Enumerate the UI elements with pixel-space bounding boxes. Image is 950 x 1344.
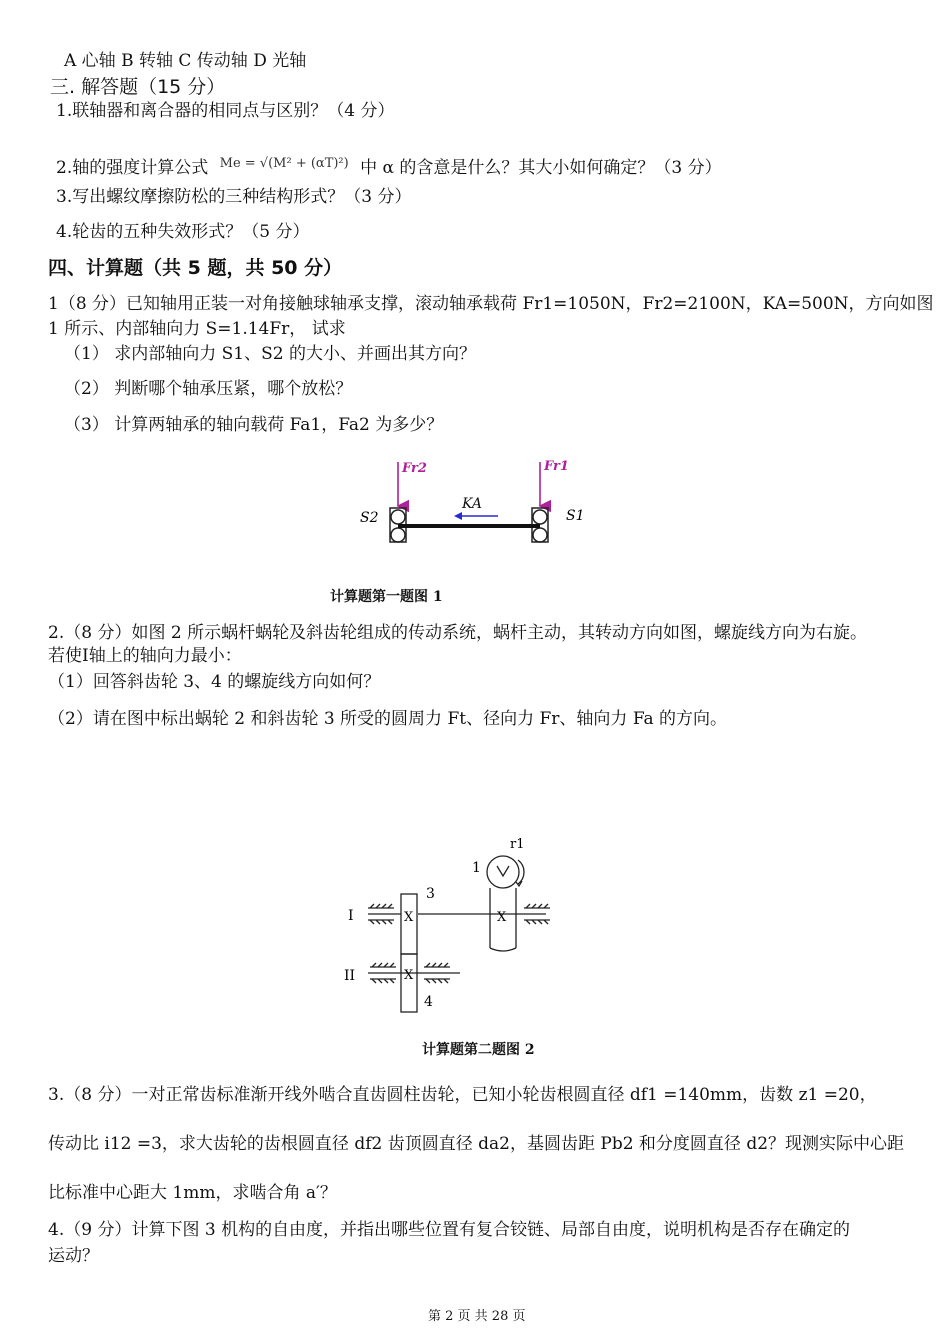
page-footer: 第 2 页 共 28 页 <box>428 1309 526 1324</box>
p1-subquestion-2: （2） 判断哪个轴承压紧，哪个放松？ <box>64 379 353 399</box>
p1-line-2: 1 所示、内部轴向力 S=1.14Fr， 试求 <box>48 319 346 339</box>
p2-line-2: 若使Ⅰ轴上的轴向力最小： <box>48 646 242 666</box>
gear4-x-mark: X <box>404 968 414 983</box>
p1-subquestion-3: （3） 计算两轴承的轴向载荷 Fa1，Fa2 为多少？ <box>64 415 444 435</box>
sec3-question-1: 1.联轴器和离合器的相同点与区别？（4 分） <box>56 101 395 121</box>
p1-line-1: 1（8 分）已知轴用正装一对角接触球轴承支撑，滚动轴承载荷 Fr1=1050N，Fr2=2100N，KA=500N，方向如图 <box>48 294 934 314</box>
gear3-x-mark: X <box>404 910 414 925</box>
p4-line-1: 4.（9 分）计算下图 3 机构的自由度，并指出哪些位置有复合铰链、局部自由度，说明机构是否存在确定的 <box>48 1220 851 1240</box>
p1-subquestion-1: （1） 求内部轴向力 S1、S2 的大小、并画出其方向？ <box>64 344 476 364</box>
p2-subquestion-2: （2）请在图中标出蜗轮 2 和斜齿轮 3 所受的圆周力 Ft、径向力 Fr、轴向力 Fa 的方向。 <box>48 709 728 729</box>
p4-line-2: 运动？ <box>48 1246 99 1266</box>
wormwheel-x-mark: X <box>497 910 507 925</box>
p3-line-3: 比标准中心距大 1mm，求啮合角 a′？ <box>48 1183 337 1203</box>
figure-1-caption: 计算题第一题图 1 <box>330 589 443 605</box>
fr2-label: Fr2 <box>402 461 427 476</box>
sec3-question-4: 4.轮齿的五种失效形式？（5 分） <box>56 222 310 242</box>
shaft-ii-label: II <box>344 968 356 984</box>
section-4-title: 四、计算题（共 5 题，共 50 分） <box>48 257 343 279</box>
figure-2-caption: 计算题第二题图 2 <box>422 1042 535 1058</box>
fr1-label: Fr1 <box>544 459 569 474</box>
s1-label: S1 <box>566 508 585 524</box>
q2-suffix: 中 α 的含意是什么？其大小如何确定？（3 分） <box>360 158 722 178</box>
worm-label-1: 1 <box>472 860 481 876</box>
s2-label: S2 <box>360 510 379 526</box>
ka-label: KA <box>462 496 483 512</box>
strength-formula: Me = √(M² + (αT)²) <box>219 156 349 171</box>
rotation-label-r1: r1 <box>510 837 525 852</box>
shaft-i-label: I <box>348 908 354 924</box>
sec3-question-2 <box>56 153 722 179</box>
sec3-question-3: 3.写出螺纹摩擦防松的三种结构形式？（3 分） <box>56 187 412 207</box>
p3-line-2: 传动比 i12 =3，求大齿轮的齿根圆直径 df2 齿顶圆直径 da2，基圆齿距 Pb2 和分度圆直径 d2？现测实际中心距 <box>48 1134 905 1154</box>
p3-line-1: 3.（8 分）一对正常齿标准渐开线外啮合直齿圆柱齿轮，已知小轮齿根圆直径 df1 =140mm，齿数 z1 =20， <box>48 1085 877 1105</box>
section-3-title: 三. 解答题（15 分） <box>50 76 226 98</box>
bearing-figure-1 <box>350 450 600 560</box>
gear-train-figure-2 <box>340 830 570 1020</box>
p2-line-1: 2.（8 分）如图 2 所示蜗杆蜗轮及斜齿轮组成的传动系统，蜗杆主动，其转动方向如图，螺旋线方向为右旋。 <box>48 623 868 643</box>
gear-label-3: 3 <box>426 886 435 902</box>
choice-options: A 心轴 B 转轴 C 传动轴 D 光轴 <box>64 51 307 71</box>
q2-prefix: 2.轴的强度计算公式 <box>56 158 209 178</box>
p2-subquestion-1: （1）回答斜齿轮 3、4 的螺旋线方向如何？ <box>48 672 381 692</box>
gear-label-4: 4 <box>424 994 433 1010</box>
